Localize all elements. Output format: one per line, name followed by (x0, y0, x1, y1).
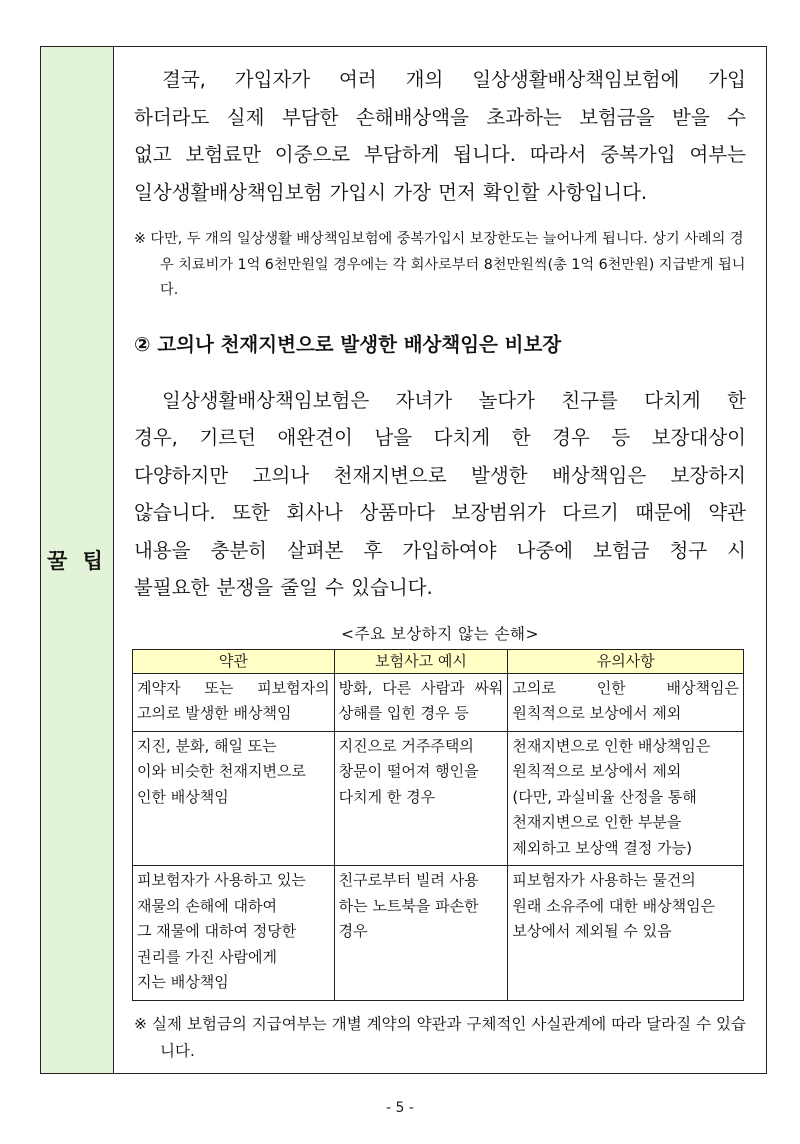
table-cell (334, 866, 508, 1001)
paragraph-line: 일상생활배상책임보험 가입시 가장 먼저 확인할 사항입니다. (134, 180, 648, 204)
table-row (133, 731, 744, 866)
cell-line: 고의로 인한 배상책임은 (512, 678, 739, 697)
cell-line: 천재지변으로 인한 배상책임은 (512, 736, 711, 755)
cell-line: 지진, 분화, 해일 또는 (137, 736, 277, 755)
cell-line: 경우 (338, 922, 368, 940)
cell-line: 창문이 떨어져 행인을 (338, 762, 479, 780)
paragraph-line: 결국, 가입자가 여러 개의 일상생활배상책임보험에 가입 (162, 68, 746, 91)
cell-line: 권리를 가진 사람에게 (137, 947, 277, 966)
note-coverage-limit: ※ 다만, 두 개의 일상생활 배상책임보험에 중복가입시 보장한도는 늘어나게 됩니다. 상기 사례의 경우 치료비가 1억 6천만원일 경우에는 각 회사로부터 8천만원씩(총 1억 6천만원) 지급받게 됩니다. (134, 231, 746, 298)
cell-line: 보상에서 제외될 수 있음 (512, 922, 672, 940)
tip-label: 꿀 팁 (47, 549, 107, 573)
cell-line: 원칙적으로 보상에서 제외 (512, 704, 682, 722)
cell-line: 하는 노트북을 파손한 (338, 896, 479, 915)
cell-line: 계약자 또는 피보험자의 (137, 678, 330, 697)
paragraph-line: 경우, 기르던 애완견이 남을 다치게 한 경우 등 보장대상이 (134, 426, 746, 449)
cell-line: 원칙적으로 보상에서 제외 (512, 762, 682, 780)
column-header: 보험사고 예시 (334, 649, 508, 673)
tip-content (114, 47, 766, 1073)
cell-line: 제외하고 보상액 결정 가능) (512, 838, 692, 857)
tip-box (40, 46, 767, 1074)
note-actual-payment: ※ 실제 보험금의 지급여부는 개별 계약의 약관과 구체적인 사실관계에 따라 달라질 수 있습니다. (134, 1014, 746, 1060)
cell-line: 피보험자가 사용하고 있는 (137, 871, 306, 889)
table-header-row (133, 649, 744, 673)
table-cell (334, 673, 508, 731)
table-cell (133, 866, 335, 1001)
paragraph-line: 하더라도 실제 부담한 손해배상액을 초과하는 보험금을 받을 수 (134, 105, 746, 129)
table-cell (133, 673, 335, 731)
page-number: - 5 - (386, 1100, 414, 1116)
cell-line: 이와 비슷한 천재지변으로 (137, 762, 306, 780)
section-heading: ② 고의나 천재지변으로 발생한 배상책임은 비보장 (134, 332, 562, 356)
tip-label-column (41, 47, 114, 1073)
cell-line: 방화, 다른 사람과 싸워 (338, 678, 504, 697)
paragraph-line: 내용을 충분히 살펴본 후 가입하여야 나중에 보험금 청구 시 (134, 538, 746, 562)
cell-line: 피보험자가 사용하는 물건의 (512, 871, 696, 889)
cell-line: 인한 배상책임 (137, 787, 229, 806)
table-cell (508, 866, 744, 1001)
paragraph-line: 불필요한 분쟁을 줄일 수 있습니다. (134, 576, 433, 599)
paragraph-line: 다양하지만 고의나 천재지변으로 발생한 배상책임은 보장하지 (134, 463, 746, 487)
cell-line: 원래 소유주에 대한 배상책임은 (512, 896, 716, 915)
table-cell (508, 673, 744, 731)
paragraph-duplicate-coverage (134, 61, 746, 211)
cell-line: 지는 배상책임 (137, 973, 229, 991)
column-header: 약관 (133, 649, 335, 673)
column-header: 유의사항 (508, 649, 744, 673)
table-caption: <주요 보상하지 않는 손해> (341, 624, 539, 643)
cell-line: 상해를 입힌 경우 등 (338, 704, 469, 722)
exclusions-table (132, 649, 744, 1001)
cell-line: (다만, 과실비율 산정을 통해 (512, 787, 697, 806)
table-row (133, 866, 744, 1001)
cell-line: 그 재물에 대하여 정당한 (137, 922, 297, 940)
cell-line: 다치게 한 경우 (338, 787, 436, 806)
cell-line: 고의로 발생한 배상책임 (137, 704, 292, 722)
paragraph-line: 않습니다. 또한 회사나 상품마다 보장범위가 다르기 때문에 약관 (134, 501, 746, 524)
cell-line: 지진으로 거주주택의 (338, 736, 474, 755)
cell-line: 재물의 손해에 대하여 (137, 896, 277, 915)
table-cell (334, 731, 508, 866)
paragraph-line: 없고 보험료만 이중으로 부담하게 됩니다. 따라서 중복가입 여부는 (134, 143, 746, 166)
cell-line: 친구로부터 빌려 사용 (338, 871, 479, 889)
cell-line: 천재지변으로 인한 부분을 (512, 813, 682, 831)
paragraph-line: 일상생활배상책임보험은 자녀가 놀다가 친구를 다치게 한 (162, 388, 746, 412)
paragraph-exclusions (134, 382, 746, 607)
table-cell (133, 731, 335, 866)
table-cell (508, 731, 744, 866)
table-row (133, 673, 744, 731)
